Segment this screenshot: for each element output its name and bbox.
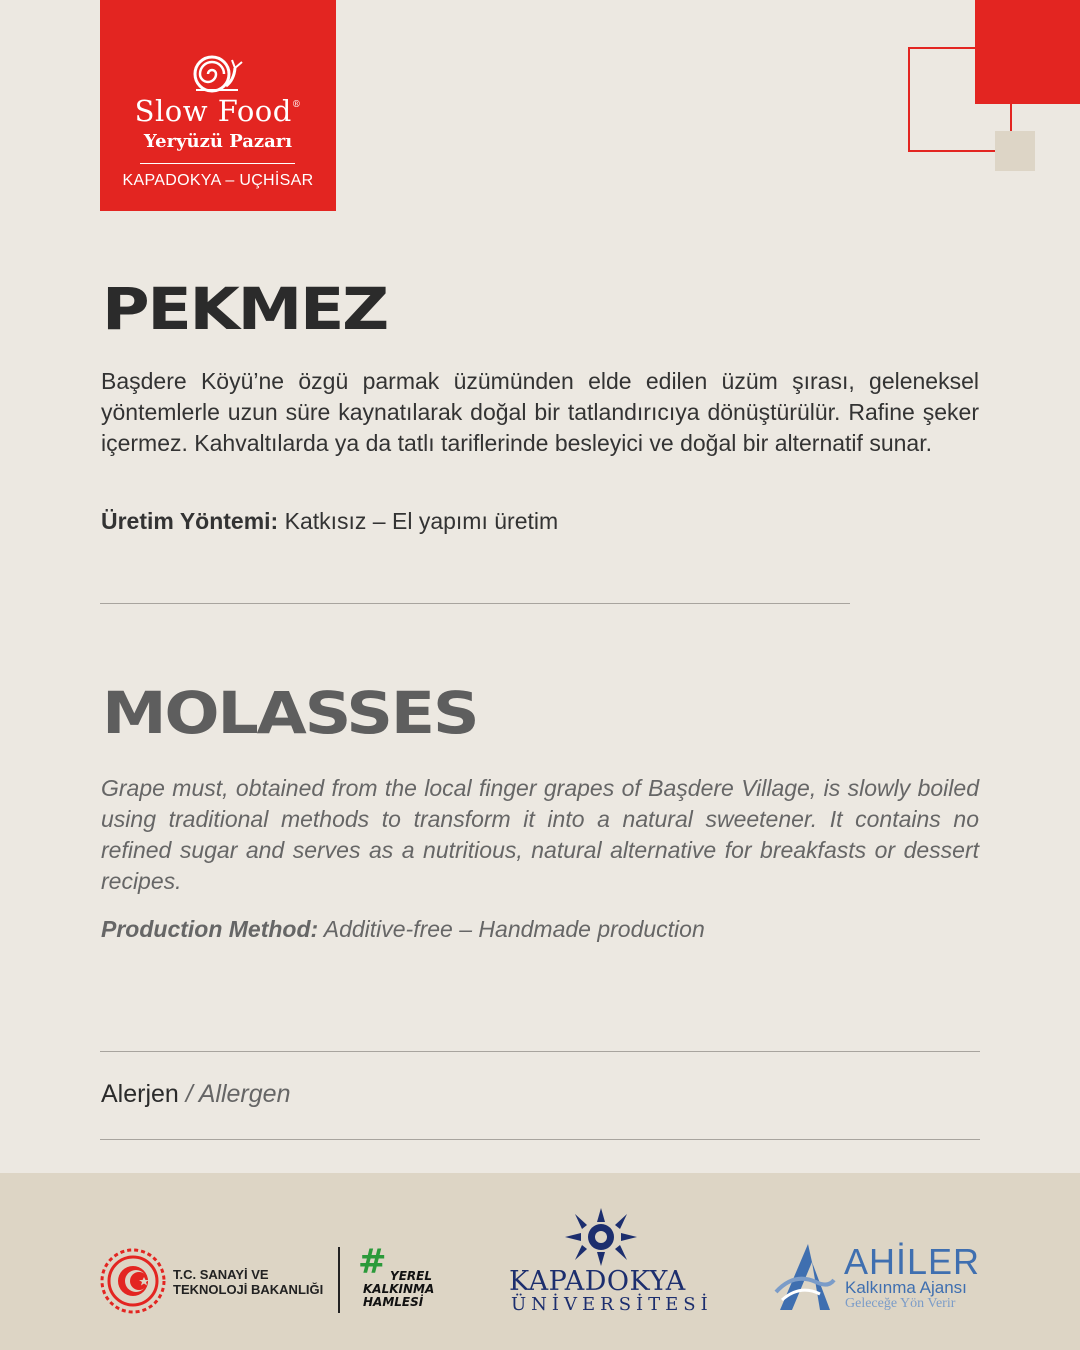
description-tr: Başdere Köyü’ne özgü parmak üzümünden elde edilen üzüm şırası, geleneksel yöntemlerle uzun süre kaynatılarak doğal bir tatlandırıcıya dönüştürülür. Rafine şeker içermez. Kahvaltılarda ya da tatlı tariflerinde besleyici ve doğal bir alternatif sunar. xyxy=(101,368,979,456)
method-value-tr: Katkısız – El yapımı üretim xyxy=(284,508,559,534)
decor-beige-square xyxy=(995,131,1035,171)
product-title-en: MOLASSES xyxy=(102,679,478,747)
university-subtitle: ÜNİVERSİTESİ xyxy=(511,1294,713,1315)
product-title-tr: PEKMEZ xyxy=(102,275,388,343)
campaign-line-2: KALKINMA xyxy=(363,1282,435,1296)
production-method-tr xyxy=(101,508,558,535)
agency-name: AHİLER xyxy=(844,1241,981,1282)
method-value-en: Additive-free – Handmade production xyxy=(323,916,705,942)
brand-subtitle: Yeryüzü Pazarı xyxy=(143,131,293,152)
brand-location: KAPADOKYA – UÇHİSAR xyxy=(122,172,314,189)
campaign-line-1: YEREL xyxy=(390,1269,432,1283)
ministry-name xyxy=(173,1267,323,1297)
allergen-row xyxy=(101,1080,290,1109)
snail-logo-icon xyxy=(188,52,248,96)
section-divider xyxy=(100,603,850,604)
allergen-label-tr: Alerjen xyxy=(101,1080,179,1108)
brand-divider xyxy=(140,163,295,164)
agency-slogan: Geleceğe Yön Verir xyxy=(845,1296,956,1311)
allergen-top-rule xyxy=(100,1051,980,1052)
brand-name: Slow Food® xyxy=(134,94,302,128)
allergen-bottom-rule xyxy=(100,1139,980,1140)
method-label-en: Production Method: xyxy=(101,916,319,942)
university-name: KAPADOKYA xyxy=(509,1266,686,1297)
agency-subtitle: Kalkınma Ajansı xyxy=(845,1278,967,1297)
ahiler-wave-icon xyxy=(772,1242,838,1312)
university-emblem-icon xyxy=(563,1208,639,1268)
description-en: Grape must, obtained from the local finger grapes of Başdere Village, is slowly boiled using traditional methods to transform it into a natural sweetener. It contains no refined sugar and serves as a nutritious, natural alternative for breakfasts or dessert recipes. xyxy=(101,775,979,894)
slow-food-logo xyxy=(100,0,336,211)
ministry-line-2: TEKNOLOJİ BAKANLIĞI xyxy=(173,1282,324,1297)
ministry-emblem-icon xyxy=(100,1248,166,1314)
method-label-tr: Üretim Yöntemi: xyxy=(101,508,279,534)
footer-separator xyxy=(338,1247,340,1313)
allergen-label-en: / Allergen xyxy=(185,1080,291,1108)
ministry-line-1: T.C. SANAYİ VE xyxy=(173,1267,269,1282)
production-method-en xyxy=(101,916,705,943)
hashtag-icon: # xyxy=(358,1242,387,1282)
campaign-line-3: HAMLESİ xyxy=(363,1295,424,1309)
campaign-name xyxy=(363,1270,434,1309)
